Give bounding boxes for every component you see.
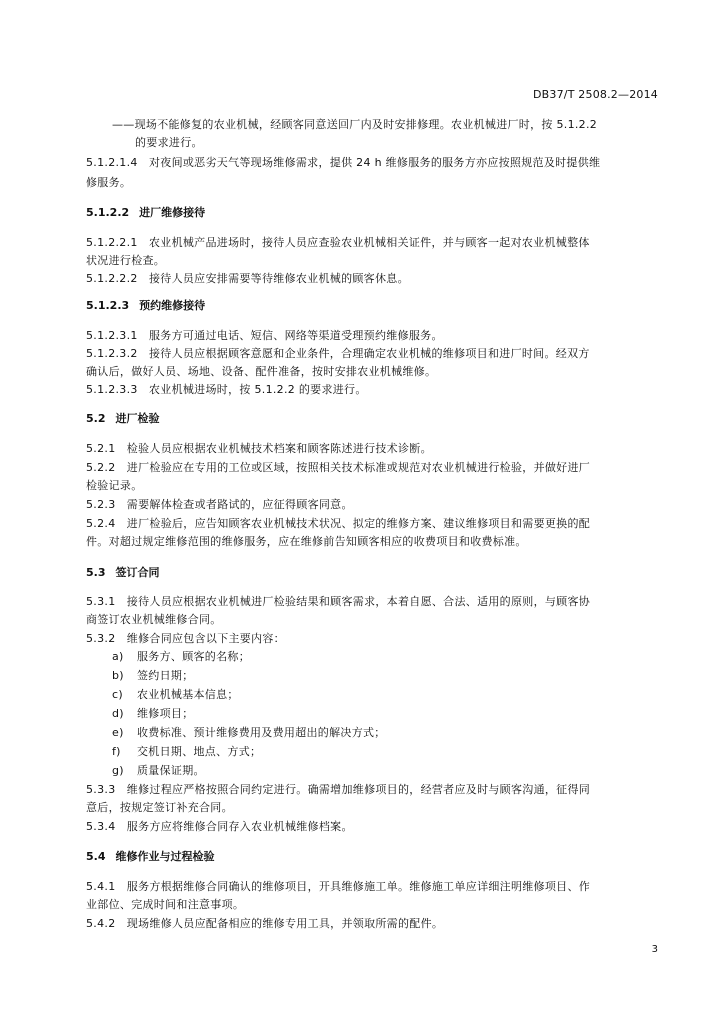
list-item: 交机日期、地点、方式； xyxy=(137,745,262,758)
clause-5-2-2: 5.2.2 进厂检验应在专用的工位或区域，按照相关技术标准或规范对农业机械进行检验，并做好进厂 xyxy=(86,461,591,474)
list-item-marker: e) xyxy=(112,726,124,739)
section-title: 维修作业与过程检验 xyxy=(115,850,215,863)
clause-5-4-2: 5.4.2 现场维修人员应配备相应的维修专用工具，并领取所需的配件。 xyxy=(86,917,444,930)
section-number: 5.1.2.3 xyxy=(86,299,130,312)
list-item: 收费标准、预计维修费用及费用超出的解决方式； xyxy=(137,726,386,739)
list-item-marker: f) xyxy=(112,745,121,758)
section-heading-5-4 xyxy=(86,848,215,866)
clause-5-1-2-3-3: 5.1.2.3.3 农业机械进场时，按 5.1.2.2 的要求进行。 xyxy=(86,383,367,396)
paragraph-line: 修服务。 xyxy=(86,176,132,189)
standard-code: DB37/T 2508.2—2014 xyxy=(532,88,658,101)
list-item: 质量保证期。 xyxy=(137,764,205,777)
list-item-marker: b) xyxy=(112,669,124,682)
section-number: 5.1.2.2 xyxy=(86,206,130,219)
paragraph-line: ——现场不能修复的农业机械，经顾客同意送回厂内及时安排修理。农业机械进厂时，按 5.1.2.2 xyxy=(112,118,598,131)
list-item: 签约日期； xyxy=(137,669,194,682)
section-heading-5-2 xyxy=(86,410,160,428)
clause-5-4-1: 5.4.1 服务方根据维修合同确认的维修项目，开具维修施工单。维修施工单应详细注明维修项目、作 xyxy=(86,880,591,893)
list-item: 农业机械基本信息； xyxy=(137,688,239,701)
list-item-marker: g) xyxy=(112,764,124,777)
section-number: 5.2 xyxy=(86,412,106,425)
section-title: 预约维修接待 xyxy=(139,299,206,312)
clause-5-3-4: 5.3.4 服务方应将维修合同存入农业机械维修档案。 xyxy=(86,820,353,833)
section-number: 5.4 xyxy=(86,850,106,863)
clause-5-1-2-3-1: 5.1.2.3.1 服务方可通过电话、短信、网络等渠道受理预约维修服务。 xyxy=(86,329,443,342)
list-item-marker: c) xyxy=(112,688,123,701)
section-heading-5-1-2-2 xyxy=(86,204,205,222)
paragraph-line: 检验记录。 xyxy=(86,479,143,492)
list-item: 维修项目； xyxy=(137,707,194,720)
section-number: 5.3 xyxy=(86,566,106,579)
paragraph-line: 意后，按规定签订补充合同。 xyxy=(86,801,233,814)
clause-5-1-2-3-2: 5.1.2.3.2 接待人员应根据顾客意愿和企业条件，合理确定农业机械的维修项目和进厂时间。经双方 xyxy=(86,347,590,360)
section-heading-5-3 xyxy=(86,564,160,582)
clause-5-1-2-2-2: 5.1.2.2.2 接待人员应安排需要等待维修农业机械的顾客休息。 xyxy=(86,272,409,285)
section-title: 进厂检验 xyxy=(115,412,160,425)
paragraph-line: 的要求进行。 xyxy=(135,136,203,149)
section-title: 进厂维修接待 xyxy=(139,206,206,219)
list-item-marker: d) xyxy=(112,707,124,720)
section-title: 签订合同 xyxy=(115,566,160,579)
list-item-marker: a) xyxy=(112,650,124,663)
paragraph-line: 件。对超过规定维修范围的维修服务，应在维修前告知顾客相应的收费项目和收费标准。 xyxy=(86,535,527,548)
paragraph-line: 确认后，做好人员、场地、设备、配件准备，按时安排农业机械维修。 xyxy=(86,365,437,378)
clause-5-3-1: 5.3.1 接待人员应根据农业机械进厂检验结果和顾客需求，本着自愿、合法、适用的原则，与顾客协 xyxy=(86,595,591,608)
clause-5-2-3: 5.2.3 需要解体检查或者路试的，应征得顾客同意。 xyxy=(86,498,353,511)
paragraph-line: 状况进行检查。 xyxy=(86,254,166,267)
paragraph-line: 业部位、完成时间和注意事项。 xyxy=(86,898,245,911)
list-item: 服务方、顾客的名称； xyxy=(137,650,250,663)
clause-5-2-4: 5.2.4 进厂检验后，应告知顾客农业机械技术状况、拟定的维修方案、建议维修项目和需要更换的配 xyxy=(86,517,591,530)
clause-5-1-2-1-4: 5.1.2.1.4 对夜间或恶劣天气等现场维修需求，提供 24 h 维修服务的服务方亦应按照规范及时提供维 xyxy=(86,156,601,169)
clause-5-2-1: 5.2.1 检验人员应根据农业机械技术档案和顾客陈述进行技术诊断。 xyxy=(86,442,432,455)
paragraph-line: 商签订农业机械维修合同。 xyxy=(86,613,222,626)
clause-5-3-2: 5.3.2 维修合同应包含以下主要内容： xyxy=(86,632,285,645)
clause-5-3-3: 5.3.3 维修过程应严格按照合同约定进行。确需增加维修项目的，经营者应及时与顾客沟通，征得同 xyxy=(86,783,591,796)
section-heading-5-1-2-3 xyxy=(86,297,205,315)
clause-5-1-2-2-1: 5.1.2.2.1 农业机械产品进场时，接待人员应查验农业机械相关证件，并与顾客一起对农业机械整体 xyxy=(86,236,590,249)
page-number: 3 xyxy=(651,944,658,955)
